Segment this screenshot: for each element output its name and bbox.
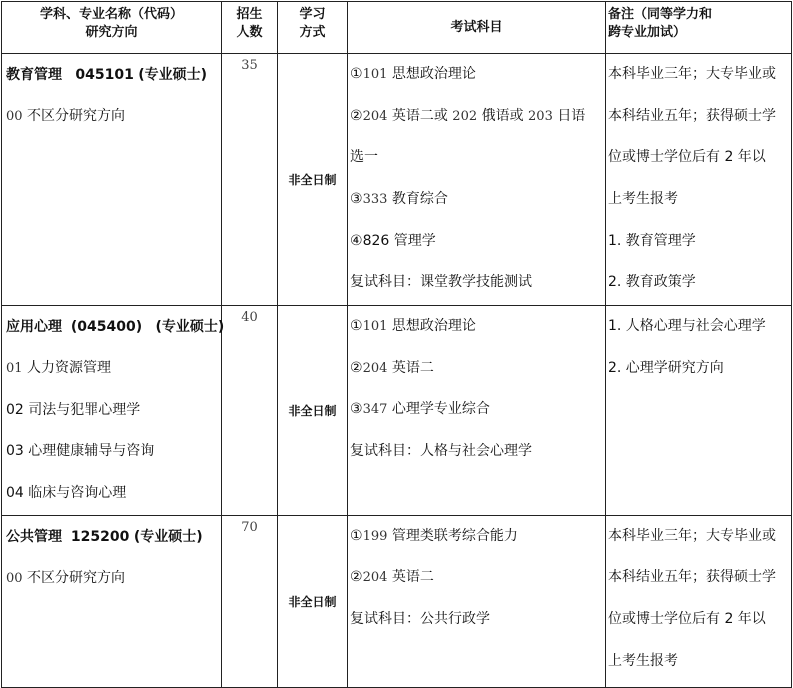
major-cell — [2, 54, 222, 306]
mode-cell: 非全日制 — [278, 54, 348, 306]
direction-code: 01 — [6, 361, 23, 376]
exam-code: 203 — [528, 108, 553, 124]
direction-item — [6, 558, 221, 600]
major-code: 045101 — [75, 67, 134, 83]
major-title — [6, 306, 225, 348]
direction-name: 人力资源管理 — [27, 360, 111, 376]
exam-code: 199 — [362, 528, 388, 544]
exam-code: 826 — [362, 232, 390, 249]
exam-item — [350, 306, 605, 348]
major-name: 应用心理 — [6, 319, 62, 335]
note-line: 本科毕业三年；大专毕业或 — [608, 66, 776, 82]
retest-subject: 复试科目：人格与社会心理学 — [350, 443, 532, 460]
retest-subject: 复试科目：课堂教学技能测试 — [350, 274, 532, 291]
exam-item — [350, 516, 605, 558]
direction-name: 不区分研究方向 — [27, 569, 125, 586]
note-line: 2. 心理学研究方向 — [608, 359, 724, 376]
exam-circle: ② — [350, 569, 363, 586]
exam-name: 思想政治理论 — [391, 66, 476, 82]
exam-name: 管理类联考综合能力 — [391, 527, 518, 544]
header-exam: 考试科目 — [348, 2, 606, 54]
header-mode-line1: 学习 — [299, 7, 326, 22]
table-row — [2, 54, 792, 306]
exam-name: 管理学 — [393, 232, 436, 249]
note-line: 位或博士学位后有 2 年以 — [608, 149, 766, 166]
exam-name: 心理学专业综合 — [391, 401, 490, 418]
note-line: 上考生报考 — [608, 652, 678, 669]
direction-name: 不区分研究方向 — [27, 108, 125, 124]
exam-circle: ② — [350, 359, 363, 376]
header-major — [2, 2, 222, 54]
header-row — [2, 2, 792, 54]
header-mode-line2: 方式 — [299, 25, 326, 40]
header-mode — [278, 2, 348, 54]
note-cell — [606, 306, 792, 516]
major-type: (专业硕士) — [155, 319, 225, 335]
exam-item — [350, 179, 605, 221]
exam-item — [350, 389, 605, 431]
exam-item — [350, 54, 605, 96]
major-cell — [2, 515, 222, 687]
exam-item — [350, 348, 605, 390]
mode-cell: 非全日制 — [278, 515, 348, 687]
retest-subject: 复试科目：公共行政学 — [350, 611, 490, 628]
major-code: (045400) — [70, 319, 143, 335]
exam-circle: ② — [350, 107, 363, 124]
exam-circle: ① — [350, 527, 363, 544]
header-quota-line1: 招生 — [236, 7, 263, 22]
note-line: 本科结业五年；获得硕士学 — [608, 569, 776, 586]
major-title — [6, 516, 221, 558]
direction-name: 临床与咨询心理 — [28, 485, 127, 502]
note-line: 1. 人格心理与社会心理学 — [608, 318, 766, 334]
exam-cell — [348, 515, 606, 687]
note-line: 位或博士学位后有 2 年以 — [608, 611, 766, 628]
direction-code: 04 — [6, 485, 24, 502]
note-line: 2. 教育政策学 — [608, 274, 696, 291]
exam-code: 202 — [452, 108, 478, 124]
exam-cell — [348, 54, 606, 306]
major-type: (专业硕士) — [138, 67, 208, 83]
exam-circle: ③ — [350, 191, 363, 208]
exam-code: 204 — [362, 360, 388, 376]
header-quota-line2: 人数 — [236, 25, 263, 40]
quota-cell: 35 — [222, 54, 278, 306]
header-note — [606, 2, 792, 54]
exam-name: 思想政治理论 — [391, 318, 476, 334]
direction-code: 00 — [6, 570, 23, 586]
exam-code: 101 — [362, 67, 388, 82]
direction-name: 心理健康辅导与咨询 — [28, 443, 155, 460]
mode-cell: 非全日制 — [278, 306, 348, 516]
direction-item — [6, 96, 221, 138]
exam-name: 英语二 — [391, 569, 434, 586]
direction-item — [6, 473, 221, 515]
direction-name: 司法与犯罪心理学 — [28, 401, 141, 418]
table-row — [2, 306, 792, 516]
exam-item — [350, 557, 605, 599]
exam-name: 英语二 — [391, 359, 434, 376]
exam-code: 333 — [362, 192, 388, 208]
exam-circle: ④ — [350, 232, 363, 249]
exam-name: 英语二或 — [391, 107, 448, 124]
quota-cell: 70 — [222, 515, 278, 687]
header-note-line2: 跨专业加试） — [608, 25, 687, 40]
exam-code: 101 — [362, 319, 388, 334]
direction-item — [6, 390, 221, 432]
exam-circle: ③ — [350, 401, 363, 418]
exam-code: 204 — [362, 570, 388, 586]
major-code: 125200 — [70, 528, 130, 545]
exam-item — [350, 221, 605, 263]
direction-item — [6, 348, 221, 390]
exam-name: 教育综合 — [391, 191, 448, 208]
note-line: 本科结业五年；获得硕士学 — [608, 107, 776, 124]
major-type: (专业硕士) — [133, 528, 203, 545]
major-cell — [2, 306, 225, 516]
exam-circle: ① — [350, 318, 363, 334]
exam-cell — [348, 306, 606, 516]
note-line: 本科毕业三年；大专毕业或 — [608, 527, 776, 544]
major-title — [6, 54, 221, 96]
exam-name: 日语 — [557, 107, 586, 124]
note-line: 1. 教育管理学 — [608, 232, 696, 249]
table-row — [2, 515, 792, 687]
direction-code: 02 — [6, 401, 24, 418]
exam-code: 347 — [362, 402, 388, 418]
major-name: 教育管理 — [6, 67, 62, 83]
note-cell — [606, 54, 792, 306]
direction-item — [6, 431, 221, 473]
exam-name: 俄语或 — [481, 107, 524, 124]
exam-circle: ① — [350, 66, 363, 82]
exam-code: 204 — [362, 108, 388, 124]
header-major-line1: 学科、专业名称（代码） — [39, 7, 183, 22]
direction-code: 03 — [6, 443, 24, 460]
direction-code: 00 — [6, 109, 23, 124]
admissions-table — [1, 1, 792, 688]
note-cell — [606, 515, 792, 687]
note-line: 上考生报考 — [608, 191, 678, 208]
exam-item: 选一 — [350, 149, 378, 166]
quota-cell: 40 — [222, 306, 278, 516]
exam-item — [350, 96, 605, 138]
header-note-line1: 备注（同等学力和 — [608, 7, 713, 22]
major-name: 公共管理 — [6, 528, 62, 545]
header-quota — [222, 2, 278, 54]
header-major-line2: 研究方向 — [85, 25, 138, 40]
